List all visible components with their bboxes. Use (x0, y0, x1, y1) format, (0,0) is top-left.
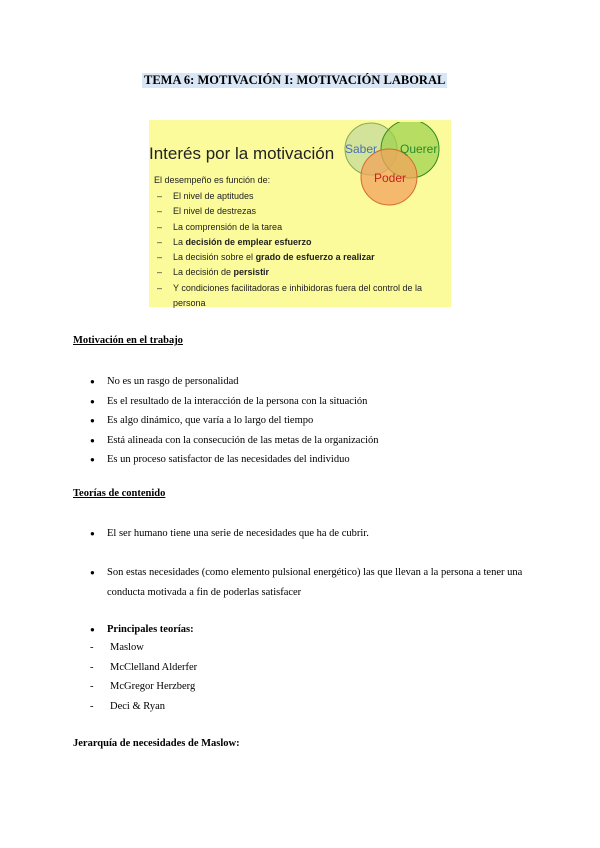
list-item: ● Es un proceso satisfactor de las necesidades del individuo (90, 450, 379, 470)
slide-item-text: La comprensión de la tarea (173, 221, 283, 232)
dash-icon: – (157, 191, 163, 201)
dash-icon: – (157, 236, 163, 247)
slide-title: Interés por la motivación (149, 144, 335, 163)
dash-icon: – (157, 206, 163, 217)
bullet-icon: ● (90, 568, 95, 577)
slide-item-bold-text: decisión de emplear esfuerzo (185, 236, 312, 247)
slide-item-text: La (173, 236, 186, 247)
section-heading-teorias: Teorías de contenido (73, 488, 166, 499)
slide-list-item (157, 189, 449, 204)
venn-poder-label: Poder (374, 171, 407, 185)
paragraph-text: El ser humano tiene una serie de necesidades que ha de cubrir. (107, 528, 369, 539)
bullet-icon: ● (90, 529, 95, 538)
slide-list-item (157, 204, 449, 219)
slide-list-item (157, 250, 449, 265)
teorias-paragraph-2 (90, 563, 527, 603)
paragraph-text: Son estas necesidades (como elemento pulsional energético) las que llevan a la persona a tener una conducta motivada a fin de poderlas satisfacer (107, 567, 523, 598)
slide-item-text: La decisión sobre el (173, 252, 256, 263)
theories-list (90, 638, 197, 716)
dash-icon: – (157, 267, 163, 278)
motivacion-bullet-list (90, 372, 379, 470)
section-heading-maslow: Jerarquía de necesidades de Maslow: (73, 738, 240, 749)
slide-list-item (157, 220, 449, 235)
slide-list-item (157, 265, 449, 280)
slide-item-bold-text: grado de esfuerzo a realizar (255, 252, 375, 263)
list-item: - McGregor Herzberg (90, 677, 197, 697)
teorias-paragraph-1 (90, 524, 527, 544)
slide-item-text: El nivel de destrezas (173, 206, 257, 217)
dash-icon: – (157, 282, 163, 293)
section-heading-motivacion: Motivación en el trabajo (73, 335, 183, 346)
slide-image (149, 120, 451, 307)
venn-saber-label: Saber (345, 142, 378, 156)
slide-list (157, 189, 449, 311)
dash-icon: – (157, 221, 163, 232)
slide-intro: El desempeño es función de: (154, 175, 271, 185)
paragraph-text: Principales teorías: (107, 624, 194, 635)
bullet-icon: ● (90, 625, 95, 634)
list-item: ● Es algo dinámico, que varía a lo largo del tiempo (90, 411, 379, 431)
slide-list-item (157, 235, 449, 250)
list-item: ● Está alineada con la consecución de las metas de la organización (90, 431, 379, 451)
list-item: - McClelland Alderfer (90, 658, 197, 678)
list-item: ● No es un rasgo de personalidad (90, 372, 379, 392)
slide-list-item (157, 281, 449, 312)
slide-item-text: Y condiciones facilitadoras e inhibidoras fuera del control de la persona (173, 282, 422, 309)
principales-teorias-label (90, 620, 527, 640)
venn-querer-label: Querer (400, 142, 438, 156)
slide-item-text: El nivel de aptitudes (173, 191, 254, 201)
list-item: - Deci & Ryan (90, 697, 197, 717)
list-item: ● Es el resultado de la interacción de la persona con la situación (90, 392, 379, 412)
page-title: TEMA 6: MOTIVACIÓN I: MOTIVACIÓN LABORAL (144, 73, 446, 87)
slide-item-bold-text: persistir (233, 267, 270, 278)
list-item: - Maslow (90, 638, 197, 658)
dash-icon: – (157, 252, 163, 263)
slide-item-text: La decisión de (173, 267, 234, 278)
